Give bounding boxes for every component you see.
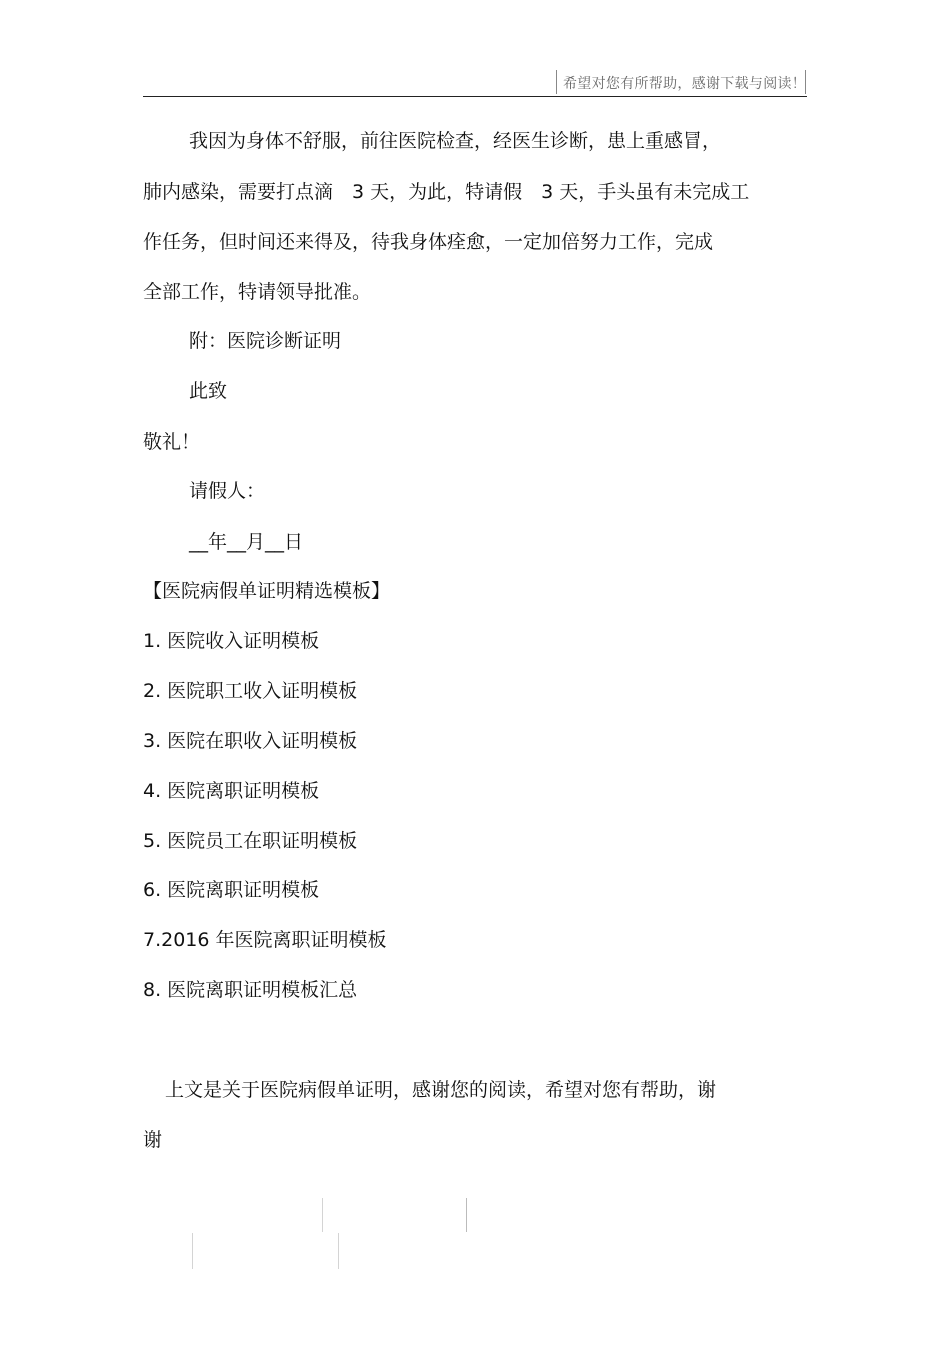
date-line: __年__月__日	[189, 531, 304, 553]
header-rule	[143, 96, 807, 97]
list-heading: 【医院病假单证明精选模板】	[143, 580, 391, 602]
body-line-3: 作任务，但时间还来得及，待我身体痊愈，一定加倍努力工作，完成	[143, 231, 714, 253]
list-item: 6. 医院离职证明模板	[143, 879, 320, 901]
body-line-2: 肺内感染，需要打点滴 3 天，为此，特请假 3 天，手头虽有未完成工	[143, 181, 750, 203]
list-item: 5. 医院员工在职证明模板	[143, 830, 358, 852]
list-item: 2. 医院职工收入证明模板	[143, 680, 358, 702]
header-banner-text: 希望对您有所帮助，感谢下载与阅读！	[563, 76, 807, 92]
faint-divider	[192, 1233, 193, 1269]
body-line-4: 全部工作，特请领导批准。	[143, 281, 372, 303]
attachment-note: 附：医院诊断证明	[189, 330, 342, 352]
list-item: 8. 医院离职证明模板汇总	[143, 979, 358, 1001]
faint-divider	[322, 1198, 323, 1232]
closing-salutation: 此致	[189, 380, 228, 402]
applicant-label: 请假人：	[189, 480, 266, 502]
footer-line-1: 上文是关于医院病假单证明，感谢您的阅读，希望对您有帮助，谢	[165, 1079, 717, 1101]
closing-regards: 敬礼！	[143, 431, 201, 453]
faint-divider	[466, 1198, 467, 1232]
list-item: 1. 医院收入证明模板	[143, 630, 320, 652]
list-item: 7.2016 年医院离职证明模板	[143, 929, 387, 951]
body-line-1: 我因为身体不舒服，前往医院检查，经医生诊断，患上重感冒，	[189, 130, 722, 152]
header-banner	[556, 70, 806, 94]
footer-line-2: 谢	[143, 1129, 163, 1151]
list-item: 4. 医院离职证明模板	[143, 780, 320, 802]
faint-divider	[338, 1233, 339, 1269]
list-item: 3. 医院在职收入证明模板	[143, 730, 358, 752]
